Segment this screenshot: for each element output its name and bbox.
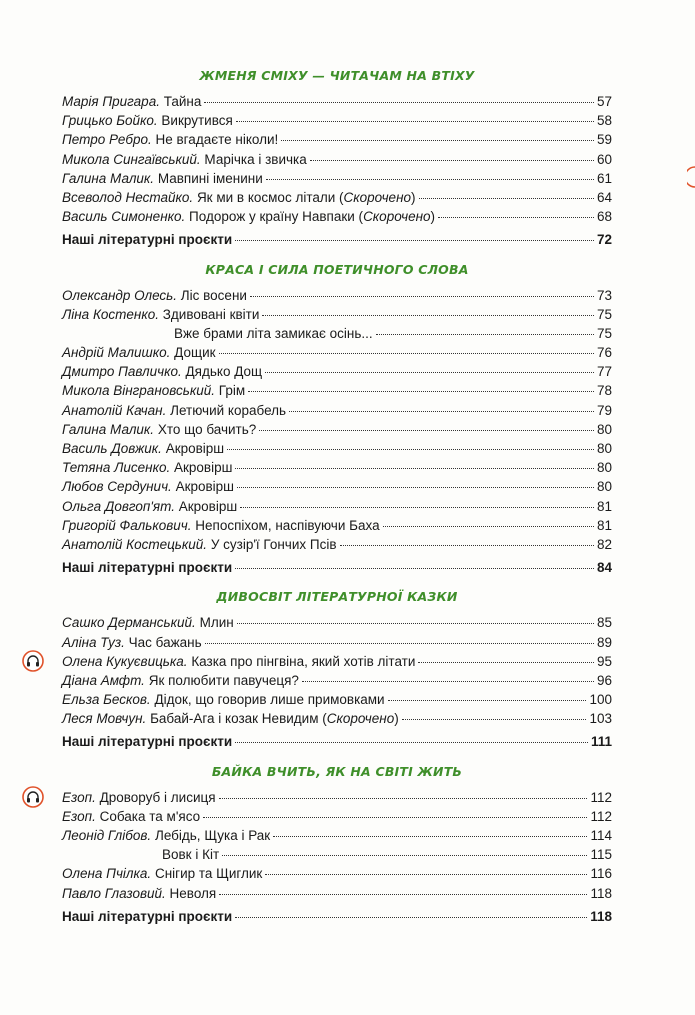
page-number: 95 bbox=[596, 653, 612, 669]
entry-author: Езоп. bbox=[62, 808, 96, 824]
entry-text bbox=[62, 401, 286, 420]
entry-title: Вже брами літа замикає осінь... bbox=[174, 325, 373, 341]
page-number: 80 bbox=[596, 441, 612, 456]
entry-text bbox=[62, 111, 233, 130]
toc-entry[interactable] bbox=[62, 633, 612, 652]
entry-text bbox=[62, 845, 219, 864]
entry-title: Час бажань bbox=[128, 634, 202, 650]
section-title: ДИВОСВІТ ЛІТЕРАТУРНОЇ КАЗКИ bbox=[216, 589, 458, 605]
entry-title: Летючий корабель bbox=[170, 402, 287, 418]
entry-title: Дроворуб і лисиця bbox=[99, 789, 216, 805]
headphones-audio-icon[interactable] bbox=[22, 650, 44, 672]
entry-title: Неволя bbox=[169, 885, 217, 901]
entry-author: Леся Мовчун. bbox=[62, 711, 147, 727]
entry-text bbox=[62, 826, 270, 845]
toc-entry[interactable] bbox=[62, 343, 612, 362]
entry-author: Григорій Фалькович. bbox=[62, 517, 192, 533]
entry-text bbox=[62, 286, 247, 305]
entry-title: Хто що бачить? bbox=[157, 421, 257, 437]
dot-leader bbox=[219, 798, 588, 799]
entry-author: Ельза Бесков. bbox=[62, 692, 151, 708]
page-number: 80 bbox=[596, 460, 612, 476]
entry-text bbox=[62, 150, 307, 169]
toc-entry[interactable] bbox=[62, 497, 612, 516]
abridged-note: Скорочено bbox=[343, 189, 412, 205]
page-number: 84 bbox=[596, 560, 612, 576]
toc-entry[interactable] bbox=[62, 884, 612, 903]
toc-entry[interactable] bbox=[62, 207, 612, 226]
entry-author: Тетяна Лисенко. bbox=[62, 460, 171, 476]
toc-entry[interactable] bbox=[62, 535, 612, 554]
entry-text bbox=[62, 343, 216, 362]
page-number: 118 bbox=[590, 885, 612, 901]
page-number: 81 bbox=[596, 498, 612, 514]
entry-author: Петро Ребро. bbox=[62, 132, 152, 148]
entry-author: Галина Малик. bbox=[62, 170, 155, 186]
entry-text bbox=[62, 439, 224, 458]
toc-entry[interactable] bbox=[62, 381, 612, 400]
entry-author: Павло Глазовий. bbox=[62, 885, 166, 901]
toc-entry[interactable] bbox=[62, 845, 612, 864]
toc-entry[interactable] bbox=[62, 188, 612, 207]
dot-leader bbox=[265, 874, 587, 875]
dot-leader bbox=[402, 719, 587, 720]
entry-text bbox=[62, 92, 201, 111]
page-number: 73 bbox=[596, 287, 612, 303]
page-number: 112 bbox=[590, 808, 612, 824]
entry-text bbox=[62, 613, 234, 632]
entry-author: Діана Амфт. bbox=[62, 672, 145, 688]
entry-title: Млин bbox=[199, 615, 234, 631]
toc-entry[interactable] bbox=[62, 690, 612, 709]
page-number: 81 bbox=[596, 517, 612, 533]
toc-entry[interactable] bbox=[62, 807, 612, 826]
page-number: 58 bbox=[596, 113, 612, 129]
entry-author: Василь Симоненко. bbox=[62, 209, 186, 225]
entry-title: Бабай-Ага і козак Невидим (Скорочено) bbox=[150, 711, 399, 727]
page-number: 85 bbox=[596, 615, 612, 631]
dot-leader bbox=[418, 662, 594, 663]
dot-leader bbox=[262, 315, 594, 316]
entry-author: Микола Вінграновський. bbox=[62, 383, 215, 399]
toc-entry[interactable] bbox=[62, 709, 612, 728]
dot-leader bbox=[376, 334, 594, 335]
entry-author: Василь Довжик. bbox=[62, 441, 162, 456]
section-title: БАЙКА ВЧИТЬ, ЯК НА СВІТІ ЖИТЬ bbox=[211, 763, 463, 779]
page-number: 100 bbox=[589, 692, 612, 708]
toc-entry[interactable] bbox=[62, 305, 612, 324]
dot-leader bbox=[219, 353, 594, 354]
entry-text bbox=[62, 305, 259, 324]
section-gap bbox=[62, 250, 612, 254]
dot-leader bbox=[281, 140, 594, 141]
section-gap bbox=[62, 577, 612, 581]
page-number: 64 bbox=[596, 189, 612, 205]
page-number: 96 bbox=[596, 672, 612, 688]
dot-leader bbox=[204, 102, 594, 103]
abridged-note: Скорочено bbox=[363, 209, 431, 225]
entry-text bbox=[62, 130, 278, 149]
page-number: 89 bbox=[596, 634, 612, 650]
entry-text bbox=[62, 807, 200, 826]
dot-leader bbox=[237, 623, 594, 624]
dot-leader bbox=[419, 198, 594, 199]
dot-leader bbox=[273, 836, 587, 837]
entry-text bbox=[62, 788, 216, 807]
entry-title: Дідок, що говорив лише примовками bbox=[154, 692, 385, 708]
projects-label: Наші літературні проєкти bbox=[62, 908, 233, 924]
page-number: 76 bbox=[596, 345, 612, 361]
page-number: 111 bbox=[590, 734, 612, 750]
entry-author: Галина Малик. bbox=[62, 421, 155, 437]
abridged-note: Скорочено bbox=[326, 711, 395, 727]
entry-title: Непоспіхом, наспівуючи Баха bbox=[195, 517, 380, 533]
entry-author: Марія Пригара. bbox=[62, 94, 160, 109]
entry-title: Викрутився bbox=[161, 113, 233, 129]
entry-author: Микола Сингаївський. bbox=[62, 151, 201, 167]
projects-label: Наші літературні проєкти bbox=[62, 232, 233, 248]
entry-text bbox=[62, 535, 337, 554]
dot-leader bbox=[203, 817, 587, 818]
entry-text bbox=[62, 709, 399, 728]
entry-title: Вовк і Кіт bbox=[162, 847, 220, 863]
dot-leader bbox=[235, 468, 594, 469]
page-number: 115 bbox=[590, 847, 612, 863]
entry-title: Як полюбити павучеця? bbox=[148, 672, 299, 688]
page-number: 116 bbox=[590, 866, 612, 882]
page-number: 80 bbox=[596, 479, 612, 495]
entry-text bbox=[62, 420, 256, 439]
toc-entry[interactable] bbox=[62, 130, 612, 149]
entry-author: Всеволод Нестайко. bbox=[62, 189, 194, 205]
toc-entry[interactable] bbox=[62, 458, 612, 477]
entry-author: Анатолій Костецький. bbox=[62, 536, 208, 552]
projects-entry[interactable] bbox=[62, 558, 612, 577]
entry-text bbox=[62, 362, 262, 381]
page-number: 68 bbox=[596, 209, 612, 225]
entry-title: Тайна bbox=[163, 94, 202, 109]
entry-author: Аліна Туз. bbox=[62, 634, 125, 650]
entry-author: Ліна Костенко. bbox=[62, 306, 159, 322]
dot-leader bbox=[340, 545, 594, 546]
entry-text bbox=[62, 188, 416, 207]
projects-entry[interactable] bbox=[62, 907, 612, 926]
entry-title: Лебідь, Щука і Рак bbox=[154, 828, 271, 843]
entry-author: Анатолій Качан. bbox=[62, 402, 167, 418]
entry-title: Дощик bbox=[174, 345, 216, 361]
page-number: 75 bbox=[596, 306, 612, 322]
page-number: 75 bbox=[596, 325, 612, 341]
entry-text bbox=[62, 169, 263, 188]
entry-title: Здивовані квіти bbox=[162, 306, 260, 322]
entry-title: Мавпині іменини bbox=[157, 170, 263, 186]
entry-text bbox=[62, 864, 262, 883]
entry-text bbox=[62, 477, 234, 496]
toc-entry[interactable] bbox=[62, 516, 612, 535]
dot-leader bbox=[250, 296, 594, 297]
entry-title: Ліс восени bbox=[180, 287, 247, 303]
dot-leader bbox=[237, 487, 594, 488]
dot-leader bbox=[438, 217, 594, 218]
page-number: 79 bbox=[596, 402, 612, 418]
toc-entry[interactable] bbox=[62, 671, 612, 690]
section-title: ЖМЕНЯ СМІХУ — ЧИТАЧАМ НА ВТІХУ bbox=[199, 68, 475, 83]
page-number: 78 bbox=[596, 383, 612, 399]
toc-entry[interactable] bbox=[62, 420, 612, 439]
page-edge-mark bbox=[687, 166, 695, 188]
dot-leader bbox=[259, 430, 594, 431]
dot-leader bbox=[236, 121, 594, 122]
section-gap bbox=[62, 752, 612, 756]
toc-entry[interactable] bbox=[62, 613, 612, 632]
entry-author: Олена Пчілка. bbox=[62, 866, 152, 882]
page-number: 112 bbox=[590, 789, 612, 805]
toc-entry[interactable] bbox=[62, 826, 612, 845]
entry-text bbox=[62, 671, 299, 690]
dot-leader bbox=[289, 411, 594, 412]
entry-author: Езоп. bbox=[62, 789, 96, 805]
entry-author: Ольга Довгоп'ят. bbox=[62, 498, 175, 514]
entry-text bbox=[62, 497, 237, 516]
entry-title: Акровірш bbox=[178, 498, 238, 514]
toc-entry[interactable] bbox=[62, 111, 612, 130]
entry-text bbox=[62, 458, 232, 477]
entry-text bbox=[62, 516, 380, 535]
page-number: 72 bbox=[596, 232, 612, 248]
toc-entry[interactable] bbox=[62, 477, 612, 496]
entry-text bbox=[62, 884, 216, 903]
entry-text bbox=[62, 207, 435, 226]
dot-leader bbox=[266, 179, 594, 180]
toc-entry[interactable] bbox=[62, 439, 612, 458]
entry-title: Грім bbox=[218, 383, 246, 399]
entry-author: Сашко Дерманський. bbox=[62, 615, 196, 631]
entry-author: Олександр Олесь. bbox=[62, 287, 178, 303]
dot-leader bbox=[227, 449, 594, 450]
entry-title: Дядько Дощ bbox=[185, 364, 263, 380]
entry-text bbox=[62, 324, 373, 343]
dot-leader bbox=[222, 855, 587, 856]
projects-label: Наші літературні проєкти bbox=[62, 560, 233, 576]
section-gap bbox=[62, 926, 612, 930]
entry-title: Акровірш bbox=[174, 460, 233, 476]
page-number: 82 bbox=[596, 536, 612, 552]
dot-leader bbox=[248, 391, 594, 392]
page-number: 57 bbox=[596, 94, 612, 109]
entry-text bbox=[62, 381, 245, 400]
dot-leader bbox=[235, 568, 594, 569]
toc-entry[interactable] bbox=[62, 324, 612, 343]
projects-entry[interactable] bbox=[62, 230, 612, 249]
dot-leader bbox=[265, 372, 594, 373]
table-of-contents bbox=[62, 66, 612, 930]
entry-title: Акровірш bbox=[175, 479, 235, 495]
projects-label: Наші літературні проєкти bbox=[62, 734, 233, 750]
page-number: 114 bbox=[590, 828, 612, 843]
page-number: 60 bbox=[596, 151, 612, 167]
page-number: 59 bbox=[596, 132, 612, 148]
page-number: 61 bbox=[596, 170, 612, 186]
toc-entry[interactable] bbox=[62, 401, 612, 420]
toc-entry[interactable] bbox=[62, 169, 612, 188]
entry-text bbox=[62, 690, 385, 709]
entry-author: Андрій Малишко. bbox=[62, 345, 171, 361]
dot-leader bbox=[310, 160, 594, 161]
page-number: 80 bbox=[596, 421, 612, 437]
dot-leader bbox=[302, 681, 594, 682]
dot-leader bbox=[383, 526, 594, 527]
entry-title: Не вгадаєте ніколи! bbox=[155, 132, 279, 148]
headphones-audio-icon[interactable] bbox=[22, 786, 44, 808]
entry-text bbox=[62, 652, 415, 671]
dot-leader bbox=[219, 894, 587, 895]
toc-entry[interactable] bbox=[62, 92, 612, 111]
entry-title: Снігир та Щиглик bbox=[154, 866, 263, 882]
entry-title: Подорож у країну Навпаки (Скорочено) bbox=[189, 209, 436, 225]
toc-entry[interactable] bbox=[62, 652, 612, 671]
entry-title: Марічка і звичка bbox=[204, 151, 307, 167]
entry-author: Дмитро Павличко. bbox=[62, 364, 182, 380]
entry-text bbox=[62, 633, 202, 652]
dot-leader bbox=[388, 700, 587, 701]
page-number: 118 bbox=[590, 908, 612, 924]
page-number: 103 bbox=[589, 711, 612, 727]
section-title: КРАСА І СИЛА ПОЕТИЧНОГО СЛОВА bbox=[205, 261, 469, 277]
toc-entry[interactable] bbox=[62, 150, 612, 169]
entry-author: Грицько Бойко. bbox=[62, 113, 158, 129]
entry-author: Леонід Глібов. bbox=[62, 828, 152, 843]
dot-leader bbox=[235, 240, 594, 241]
entry-title: У сузір'ї Гончих Псів bbox=[210, 536, 337, 552]
entry-author: Любов Сердунич. bbox=[62, 479, 172, 495]
dot-leader bbox=[235, 917, 587, 918]
projects-entry[interactable] bbox=[62, 732, 612, 751]
toc-entry[interactable] bbox=[62, 362, 612, 381]
dot-leader bbox=[235, 742, 588, 743]
toc-entry[interactable] bbox=[62, 864, 612, 883]
toc-entry[interactable] bbox=[62, 788, 612, 807]
page-number: 77 bbox=[596, 364, 612, 380]
entry-title: Собака та м'ясо bbox=[99, 808, 201, 824]
entry-title: Як ми в космос літали (Скорочено) bbox=[196, 189, 416, 205]
entry-title: Акровірш bbox=[165, 441, 225, 456]
toc-entry[interactable] bbox=[62, 286, 612, 305]
dot-leader bbox=[205, 643, 594, 644]
dot-leader bbox=[240, 507, 594, 508]
entry-author: Олена Кукуєвицька. bbox=[62, 653, 188, 669]
entry-title: Казка про пінгвіна, який хотів літати bbox=[191, 653, 416, 669]
